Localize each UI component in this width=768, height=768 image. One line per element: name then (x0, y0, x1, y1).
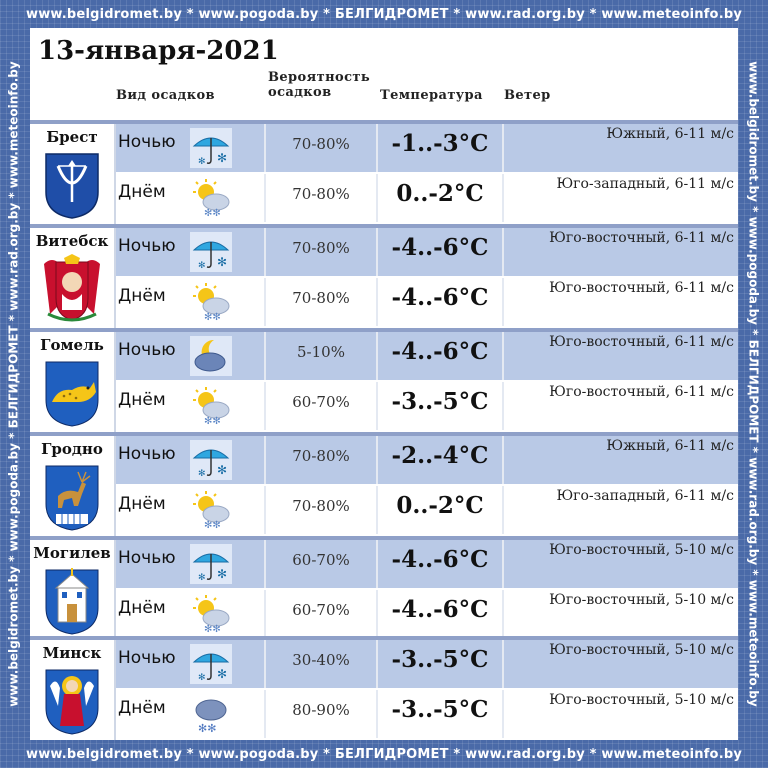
precip-probability: 30-40% (292, 651, 350, 669)
city-name: Брест (46, 128, 98, 146)
forecast-row-night (116, 640, 738, 688)
svg-text:✻✻: ✻✻ (204, 312, 221, 322)
temperature-value: -4..-6°C (391, 338, 489, 365)
svg-text:✻: ✻ (217, 151, 228, 165)
minsk-coat-of-arms-icon (42, 666, 102, 736)
temperature-value: -4..-6°C (391, 546, 489, 573)
svg-text:✻: ✻ (198, 573, 206, 583)
forecast-row-night (116, 332, 738, 380)
wind-value: Юго-западный, 6-11 м/с (556, 176, 734, 192)
umbrella-snow-icon (190, 440, 232, 480)
city-name: Витебск (35, 232, 109, 250)
column-separator (502, 124, 504, 172)
temperature-value: 0..-2°C (396, 180, 484, 207)
wind-value: Юго-восточный, 6-11 м/с (549, 334, 734, 350)
city-name: Минск (42, 644, 102, 662)
column-separator (502, 640, 504, 688)
header-precip-prob-line2: осадков (268, 85, 332, 100)
precip-probability: 70-80% (292, 239, 350, 257)
header-precip-prob (268, 70, 370, 100)
time-of-day-label: Ночью (118, 132, 176, 152)
frame-left-banner (0, 28, 28, 740)
time-of-day-label: Днём (118, 598, 166, 618)
wind-value: Южный, 6-11 м/с (606, 126, 734, 142)
cloud-snow-icon (190, 694, 232, 734)
city-cell (30, 332, 116, 432)
precip-probability: 60-70% (292, 601, 350, 619)
svg-text:✻: ✻ (217, 255, 228, 269)
temperature-value: -2..-4°C (391, 442, 489, 469)
header-precip-type: Вид осадков (116, 88, 215, 103)
city-name: Гродно (41, 440, 103, 458)
header-precip-prob-line1: Вероятность (268, 70, 371, 85)
column-separator (502, 382, 504, 430)
temperature-value: -4..-6°C (391, 234, 489, 261)
forecast-row-night (116, 124, 738, 172)
column-separator (502, 690, 504, 738)
svg-text:✻: ✻ (198, 469, 206, 479)
time-of-day-label: Ночью (118, 648, 176, 668)
column-separator (502, 228, 504, 276)
wind-value: Юго-восточный, 5-10 м/с (549, 692, 734, 708)
region-gomel (30, 332, 738, 432)
wind-value: Юго-восточный, 6-11 м/с (549, 230, 734, 246)
svg-text:✻: ✻ (198, 673, 206, 683)
sun-cloud-snow-icon (190, 282, 232, 322)
wind-value: Юго-западный, 6-11 м/с (556, 488, 734, 504)
forecast-row-day (116, 486, 738, 534)
umbrella-snow-icon (190, 232, 232, 272)
column-separator (502, 436, 504, 484)
page-title: 13-января-2021 (38, 36, 279, 66)
wind-value: Юго-восточный, 5-10 м/с (549, 542, 734, 558)
city-cell (30, 436, 116, 536)
temperature-value: -3..-5°C (391, 696, 489, 723)
moon-cloud-icon (190, 336, 232, 376)
precip-probability: 60-70% (292, 393, 350, 411)
forecast-row-day (116, 590, 738, 638)
precip-probability: 70-80% (292, 289, 350, 307)
svg-text:✻: ✻ (217, 667, 228, 681)
header-temperature: Температура (380, 88, 483, 103)
precip-probability: 70-80% (292, 497, 350, 515)
frame-bottom-banner: www.belgidromet.by * www.pogoda.by * БЕЛГИДРОМЕТ * www.rad.org.by * www.meteoinfo.by (25, 746, 743, 762)
header-wind: Ветер (504, 88, 551, 103)
forecast-row-day (116, 278, 738, 326)
column-separator (502, 590, 504, 638)
city-cell (30, 540, 116, 640)
forecast-panel (30, 28, 738, 740)
forecast-row-day (116, 382, 738, 430)
region-minsk (30, 640, 738, 740)
umbrella-snow-icon (190, 128, 232, 168)
forecast-row-night (116, 436, 738, 484)
forecast-row-day (116, 690, 738, 738)
time-of-day-label: Ночью (118, 340, 176, 360)
grodno-coat-of-arms-icon (42, 462, 102, 532)
svg-text:✻: ✻ (217, 567, 228, 581)
svg-text:✻: ✻ (198, 157, 206, 167)
precip-probability: 60-70% (292, 551, 350, 569)
time-of-day-label: Днём (118, 286, 166, 306)
temperature-value: -3..-5°C (391, 388, 489, 415)
precip-probability: 80-90% (292, 701, 350, 719)
time-of-day-label: Днём (118, 494, 166, 514)
temperature-value: -1..-3°C (391, 130, 489, 157)
mogilev-coat-of-arms-icon (42, 566, 102, 636)
svg-text:✻✻: ✻✻ (204, 624, 221, 634)
region-grodno (30, 436, 738, 536)
time-of-day-label: Днём (118, 182, 166, 202)
temperature-value: -3..-5°C (391, 646, 489, 673)
precip-probability: 5-10% (297, 343, 345, 361)
city-cell (30, 228, 116, 328)
svg-text:✻✻: ✻✻ (204, 520, 221, 530)
column-separator (502, 486, 504, 534)
region-brest (30, 124, 738, 224)
city-cell (30, 124, 116, 224)
precip-probability: 70-80% (292, 135, 350, 153)
city-cell (30, 640, 116, 740)
region-vitebsk (30, 228, 738, 328)
brest-coat-of-arms-icon (42, 150, 102, 220)
wind-value: Юго-восточный, 6-11 м/с (549, 280, 734, 296)
column-separator (502, 174, 504, 222)
column-separator (502, 540, 504, 588)
svg-text:✻: ✻ (217, 463, 228, 477)
frame-top-banner: www.belgidromet.by * www.pogoda.by * БЕЛГИДРОМЕТ * www.rad.org.by * www.meteoinfo.by (25, 6, 743, 22)
temperature-value: -4..-6°C (391, 596, 489, 623)
temperature-value: 0..-2°C (396, 492, 484, 519)
svg-text:✻✻: ✻✻ (204, 208, 221, 218)
city-name: Могилев (33, 544, 111, 562)
wind-value: Юго-восточный, 5-10 м/с (549, 642, 734, 658)
time-of-day-label: Днём (118, 390, 166, 410)
time-of-day-label: Днём (118, 698, 166, 718)
wind-value: Южный, 6-11 м/с (606, 438, 734, 454)
temperature-value: -4..-6°C (391, 284, 489, 311)
column-separator (502, 332, 504, 380)
wind-value: Юго-восточный, 6-11 м/с (549, 384, 734, 400)
forecast-row-day (116, 174, 738, 222)
frame-left-text: www.belgidromet.by * www.pogoda.by * БЕЛГИДРОМЕТ * www.rad.org.by * www.meteoinfo.by (7, 61, 22, 707)
forecast-row-night (116, 540, 738, 588)
gomel-coat-of-arms-icon (42, 358, 102, 428)
frame-right-text: www.belgidromet.by * www.pogoda.by * БЕЛГИДРОМЕТ * www.rad.org.by * www.meteoinfo.by (747, 61, 762, 707)
precip-probability: 70-80% (292, 185, 350, 203)
sun-cloud-snow-icon (190, 490, 232, 530)
region-mogilev (30, 540, 738, 640)
precip-probability: 70-80% (292, 447, 350, 465)
time-of-day-label: Ночью (118, 444, 176, 464)
umbrella-snow-icon (190, 544, 232, 584)
vitebsk-coat-of-arms-icon (42, 254, 102, 324)
svg-text:✻✻: ✻✻ (198, 722, 217, 734)
time-of-day-label: Ночью (118, 548, 176, 568)
wind-value: Юго-восточный, 5-10 м/с (549, 592, 734, 608)
svg-text:✻: ✻ (198, 261, 206, 271)
city-name: Гомель (40, 336, 104, 354)
umbrella-snow-icon (190, 644, 232, 684)
column-separator (502, 278, 504, 326)
time-of-day-label: Ночью (118, 236, 176, 256)
svg-text:✻✻: ✻✻ (204, 416, 221, 426)
frame-right-banner (740, 28, 768, 740)
forecast-row-night (116, 228, 738, 276)
sun-cloud-snow-icon (190, 386, 232, 426)
sun-cloud-snow-icon (190, 594, 232, 634)
sun-cloud-snow-icon (190, 178, 232, 218)
